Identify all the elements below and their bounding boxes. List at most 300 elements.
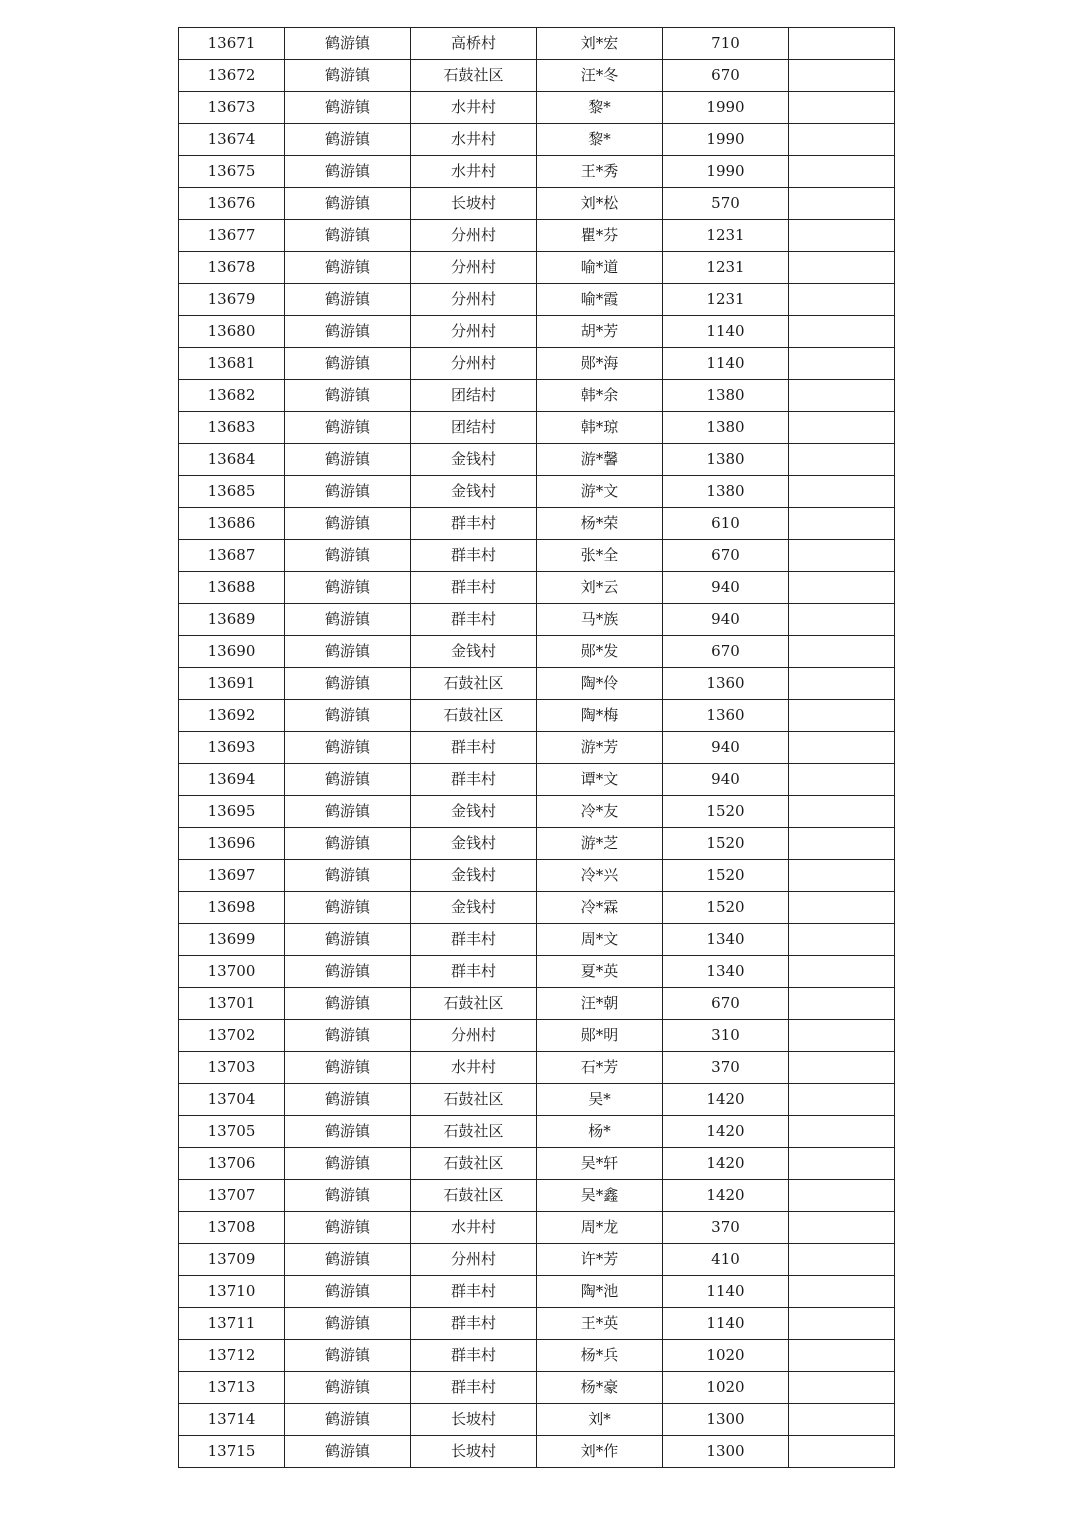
amount-cell: 1360 [663, 668, 789, 700]
remark-cell [789, 764, 895, 796]
person-name-cell: 冷*霖 [537, 892, 663, 924]
table-row [179, 156, 895, 188]
amount-cell: 610 [663, 508, 789, 540]
serial-number-cell: 13671 [179, 28, 285, 60]
village-cell: 水井村 [411, 92, 537, 124]
village-cell: 群丰村 [411, 764, 537, 796]
person-name-cell: 郧*发 [537, 636, 663, 668]
amount-cell: 1520 [663, 828, 789, 860]
person-name-cell: 杨* [537, 1116, 663, 1148]
town-cell: 鹤游镇 [285, 380, 411, 412]
serial-number-cell: 13681 [179, 348, 285, 380]
remark-cell [789, 60, 895, 92]
person-name-cell: 许*芳 [537, 1244, 663, 1276]
remark-cell [789, 796, 895, 828]
table-row [179, 892, 895, 924]
town-cell: 鹤游镇 [285, 540, 411, 572]
table-row [179, 732, 895, 764]
town-cell: 鹤游镇 [285, 348, 411, 380]
town-cell: 鹤游镇 [285, 732, 411, 764]
serial-number-cell: 13695 [179, 796, 285, 828]
remark-cell [789, 732, 895, 764]
person-name-cell: 吴*轩 [537, 1148, 663, 1180]
table-row [179, 764, 895, 796]
town-cell: 鹤游镇 [285, 1308, 411, 1340]
amount-cell: 1420 [663, 1116, 789, 1148]
town-cell: 鹤游镇 [285, 1372, 411, 1404]
table-row [179, 572, 895, 604]
remark-cell [789, 1020, 895, 1052]
serial-number-cell: 13704 [179, 1084, 285, 1116]
village-cell: 分州村 [411, 252, 537, 284]
remark-cell [789, 1116, 895, 1148]
town-cell: 鹤游镇 [285, 124, 411, 156]
serial-number-cell: 13680 [179, 316, 285, 348]
table-row [179, 508, 895, 540]
town-cell: 鹤游镇 [285, 572, 411, 604]
amount-cell: 1420 [663, 1084, 789, 1116]
town-cell: 鹤游镇 [285, 444, 411, 476]
table-row [179, 1436, 895, 1468]
person-name-cell: 韩*琼 [537, 412, 663, 444]
town-cell: 鹤游镇 [285, 860, 411, 892]
table-row [179, 60, 895, 92]
amount-cell: 1140 [663, 1276, 789, 1308]
town-cell: 鹤游镇 [285, 252, 411, 284]
town-cell: 鹤游镇 [285, 1020, 411, 1052]
amount-cell: 1140 [663, 316, 789, 348]
remark-cell [789, 1276, 895, 1308]
table-row [179, 284, 895, 316]
person-name-cell: 王*秀 [537, 156, 663, 188]
town-cell: 鹤游镇 [285, 1212, 411, 1244]
village-cell: 群丰村 [411, 1340, 537, 1372]
serial-number-cell: 13690 [179, 636, 285, 668]
person-name-cell: 韩*余 [537, 380, 663, 412]
remark-cell [789, 1084, 895, 1116]
person-name-cell: 胡*芳 [537, 316, 663, 348]
village-cell: 团结村 [411, 412, 537, 444]
town-cell: 鹤游镇 [285, 1276, 411, 1308]
serial-number-cell: 13688 [179, 572, 285, 604]
amount-cell: 1140 [663, 1308, 789, 1340]
person-name-cell: 游*芝 [537, 828, 663, 860]
village-cell: 金钱村 [411, 892, 537, 924]
amount-cell: 710 [663, 28, 789, 60]
serial-number-cell: 13696 [179, 828, 285, 860]
table-row [179, 796, 895, 828]
town-cell: 鹤游镇 [285, 700, 411, 732]
remark-cell [789, 412, 895, 444]
remark-cell [789, 540, 895, 572]
serial-number-cell: 13687 [179, 540, 285, 572]
village-cell: 群丰村 [411, 1372, 537, 1404]
amount-cell: 670 [663, 636, 789, 668]
remark-cell [789, 1372, 895, 1404]
town-cell: 鹤游镇 [285, 956, 411, 988]
town-cell: 鹤游镇 [285, 188, 411, 220]
serial-number-cell: 13709 [179, 1244, 285, 1276]
person-name-cell: 周*文 [537, 924, 663, 956]
village-cell: 金钱村 [411, 476, 537, 508]
amount-cell: 1020 [663, 1340, 789, 1372]
serial-number-cell: 13706 [179, 1148, 285, 1180]
remark-cell [789, 892, 895, 924]
serial-number-cell: 13711 [179, 1308, 285, 1340]
table-row [179, 1212, 895, 1244]
serial-number-cell: 13703 [179, 1052, 285, 1084]
remark-cell [789, 1212, 895, 1244]
amount-cell: 570 [663, 188, 789, 220]
town-cell: 鹤游镇 [285, 636, 411, 668]
village-cell: 石鼓社区 [411, 60, 537, 92]
town-cell: 鹤游镇 [285, 1180, 411, 1212]
document-page [178, 27, 894, 1468]
town-cell: 鹤游镇 [285, 284, 411, 316]
remark-cell [789, 220, 895, 252]
village-cell: 金钱村 [411, 796, 537, 828]
town-cell: 鹤游镇 [285, 412, 411, 444]
table-row [179, 860, 895, 892]
village-cell: 水井村 [411, 124, 537, 156]
person-name-cell: 马*族 [537, 604, 663, 636]
serial-number-cell: 13701 [179, 988, 285, 1020]
town-cell: 鹤游镇 [285, 1244, 411, 1276]
village-cell: 石鼓社区 [411, 1148, 537, 1180]
serial-number-cell: 13691 [179, 668, 285, 700]
table-row [179, 636, 895, 668]
remark-cell [789, 956, 895, 988]
village-cell: 群丰村 [411, 956, 537, 988]
person-name-cell: 郧*海 [537, 348, 663, 380]
remark-cell [789, 572, 895, 604]
town-cell: 鹤游镇 [285, 924, 411, 956]
serial-number-cell: 13675 [179, 156, 285, 188]
village-cell: 分州村 [411, 1244, 537, 1276]
town-cell: 鹤游镇 [285, 28, 411, 60]
person-name-cell: 冷*友 [537, 796, 663, 828]
table-row [179, 348, 895, 380]
person-name-cell: 陶*梅 [537, 700, 663, 732]
remark-cell [789, 380, 895, 412]
table-row [179, 252, 895, 284]
person-name-cell: 陶*伶 [537, 668, 663, 700]
table-row [179, 540, 895, 572]
serial-number-cell: 13689 [179, 604, 285, 636]
amount-cell: 410 [663, 1244, 789, 1276]
serial-number-cell: 13714 [179, 1404, 285, 1436]
town-cell: 鹤游镇 [285, 476, 411, 508]
table-row [179, 1116, 895, 1148]
person-name-cell: 夏*英 [537, 956, 663, 988]
amount-cell: 1520 [663, 892, 789, 924]
remark-cell [789, 252, 895, 284]
town-cell: 鹤游镇 [285, 1052, 411, 1084]
serial-number-cell: 13682 [179, 380, 285, 412]
table-row [179, 668, 895, 700]
person-name-cell: 刘*松 [537, 188, 663, 220]
table-row [179, 1084, 895, 1116]
person-name-cell: 喻*道 [537, 252, 663, 284]
village-cell: 金钱村 [411, 636, 537, 668]
remark-cell [789, 1340, 895, 1372]
serial-number-cell: 13673 [179, 92, 285, 124]
town-cell: 鹤游镇 [285, 604, 411, 636]
amount-cell: 670 [663, 540, 789, 572]
table-row [179, 700, 895, 732]
town-cell: 鹤游镇 [285, 156, 411, 188]
village-cell: 长坡村 [411, 1404, 537, 1436]
serial-number-cell: 13693 [179, 732, 285, 764]
remark-cell [789, 860, 895, 892]
village-cell: 长坡村 [411, 1436, 537, 1468]
table-row [179, 380, 895, 412]
serial-number-cell: 13683 [179, 412, 285, 444]
town-cell: 鹤游镇 [285, 1084, 411, 1116]
person-name-cell: 周*龙 [537, 1212, 663, 1244]
village-cell: 石鼓社区 [411, 700, 537, 732]
remark-cell [789, 1404, 895, 1436]
table-row [179, 1052, 895, 1084]
village-cell: 水井村 [411, 1212, 537, 1244]
subsidy-roster-table [178, 27, 895, 1468]
person-name-cell: 游*馨 [537, 444, 663, 476]
person-name-cell: 郧*明 [537, 1020, 663, 1052]
remark-cell [789, 476, 895, 508]
table-row [179, 220, 895, 252]
table-row [179, 1180, 895, 1212]
remark-cell [789, 700, 895, 732]
table-row [179, 92, 895, 124]
person-name-cell: 刘* [537, 1404, 663, 1436]
serial-number-cell: 13694 [179, 764, 285, 796]
amount-cell: 1140 [663, 348, 789, 380]
person-name-cell: 张*全 [537, 540, 663, 572]
remark-cell [789, 1244, 895, 1276]
table-row [179, 412, 895, 444]
amount-cell: 1300 [663, 1436, 789, 1468]
town-cell: 鹤游镇 [285, 892, 411, 924]
table-row [179, 1308, 895, 1340]
remark-cell [789, 924, 895, 956]
table-row [179, 1372, 895, 1404]
village-cell: 高桥村 [411, 28, 537, 60]
serial-number-cell: 13702 [179, 1020, 285, 1052]
person-name-cell: 喻*霞 [537, 284, 663, 316]
table-row [179, 316, 895, 348]
person-name-cell: 汪*朝 [537, 988, 663, 1020]
serial-number-cell: 13692 [179, 700, 285, 732]
amount-cell: 1340 [663, 956, 789, 988]
amount-cell: 1340 [663, 924, 789, 956]
town-cell: 鹤游镇 [285, 92, 411, 124]
amount-cell: 670 [663, 60, 789, 92]
person-name-cell: 汪*冬 [537, 60, 663, 92]
town-cell: 鹤游镇 [285, 1116, 411, 1148]
remark-cell [789, 348, 895, 380]
remark-cell [789, 316, 895, 348]
remark-cell [789, 1436, 895, 1468]
village-cell: 石鼓社区 [411, 1116, 537, 1148]
person-name-cell: 杨*荣 [537, 508, 663, 540]
amount-cell: 1360 [663, 700, 789, 732]
village-cell: 金钱村 [411, 444, 537, 476]
table-row [179, 476, 895, 508]
person-name-cell: 黎* [537, 124, 663, 156]
person-name-cell: 刘*作 [537, 1436, 663, 1468]
table-row [179, 124, 895, 156]
village-cell: 群丰村 [411, 508, 537, 540]
serial-number-cell: 13699 [179, 924, 285, 956]
serial-number-cell: 13712 [179, 1340, 285, 1372]
serial-number-cell: 13679 [179, 284, 285, 316]
table-body [179, 28, 895, 1468]
amount-cell: 1020 [663, 1372, 789, 1404]
remark-cell [789, 508, 895, 540]
amount-cell: 940 [663, 572, 789, 604]
town-cell: 鹤游镇 [285, 1404, 411, 1436]
village-cell: 长坡村 [411, 188, 537, 220]
table-row [179, 1276, 895, 1308]
table-row [179, 28, 895, 60]
amount-cell: 940 [663, 764, 789, 796]
village-cell: 分州村 [411, 1020, 537, 1052]
amount-cell: 1300 [663, 1404, 789, 1436]
serial-number-cell: 13700 [179, 956, 285, 988]
amount-cell: 1990 [663, 92, 789, 124]
person-name-cell: 游*文 [537, 476, 663, 508]
serial-number-cell: 13713 [179, 1372, 285, 1404]
amount-cell: 1231 [663, 252, 789, 284]
person-name-cell: 吴* [537, 1084, 663, 1116]
town-cell: 鹤游镇 [285, 668, 411, 700]
person-name-cell: 冷*兴 [537, 860, 663, 892]
town-cell: 鹤游镇 [285, 764, 411, 796]
serial-number-cell: 13677 [179, 220, 285, 252]
village-cell: 石鼓社区 [411, 988, 537, 1020]
person-name-cell: 陶*池 [537, 1276, 663, 1308]
serial-number-cell: 13676 [179, 188, 285, 220]
amount-cell: 1380 [663, 476, 789, 508]
remark-cell [789, 1052, 895, 1084]
table-row [179, 1340, 895, 1372]
village-cell: 分州村 [411, 220, 537, 252]
remark-cell [789, 188, 895, 220]
amount-cell: 1990 [663, 124, 789, 156]
town-cell: 鹤游镇 [285, 220, 411, 252]
serial-number-cell: 13710 [179, 1276, 285, 1308]
person-name-cell: 杨*豪 [537, 1372, 663, 1404]
table-row [179, 1020, 895, 1052]
village-cell: 石鼓社区 [411, 1084, 537, 1116]
person-name-cell: 瞿*芬 [537, 220, 663, 252]
remark-cell [789, 604, 895, 636]
person-name-cell: 刘*宏 [537, 28, 663, 60]
village-cell: 分州村 [411, 284, 537, 316]
amount-cell: 1990 [663, 156, 789, 188]
table-row [179, 924, 895, 956]
table-row [179, 828, 895, 860]
person-name-cell: 游*芳 [537, 732, 663, 764]
serial-number-cell: 13697 [179, 860, 285, 892]
amount-cell: 940 [663, 604, 789, 636]
serial-number-cell: 13708 [179, 1212, 285, 1244]
serial-number-cell: 13686 [179, 508, 285, 540]
village-cell: 群丰村 [411, 604, 537, 636]
town-cell: 鹤游镇 [285, 828, 411, 860]
village-cell: 群丰村 [411, 540, 537, 572]
amount-cell: 1380 [663, 444, 789, 476]
serial-number-cell: 13674 [179, 124, 285, 156]
village-cell: 分州村 [411, 348, 537, 380]
town-cell: 鹤游镇 [285, 1436, 411, 1468]
person-name-cell: 吴*鑫 [537, 1180, 663, 1212]
serial-number-cell: 13678 [179, 252, 285, 284]
amount-cell: 1380 [663, 412, 789, 444]
person-name-cell: 石*芳 [537, 1052, 663, 1084]
remark-cell [789, 988, 895, 1020]
amount-cell: 1520 [663, 796, 789, 828]
amount-cell: 1231 [663, 220, 789, 252]
person-name-cell: 杨*兵 [537, 1340, 663, 1372]
town-cell: 鹤游镇 [285, 1340, 411, 1372]
remark-cell [789, 668, 895, 700]
amount-cell: 1380 [663, 380, 789, 412]
village-cell: 水井村 [411, 1052, 537, 1084]
remark-cell [789, 156, 895, 188]
remark-cell [789, 1180, 895, 1212]
village-cell: 群丰村 [411, 1276, 537, 1308]
village-cell: 群丰村 [411, 732, 537, 764]
table-row [179, 956, 895, 988]
village-cell: 石鼓社区 [411, 1180, 537, 1212]
person-name-cell: 刘*云 [537, 572, 663, 604]
remark-cell [789, 636, 895, 668]
amount-cell: 670 [663, 988, 789, 1020]
table-row [179, 188, 895, 220]
table-row [179, 444, 895, 476]
village-cell: 群丰村 [411, 924, 537, 956]
village-cell: 团结村 [411, 380, 537, 412]
amount-cell: 1420 [663, 1148, 789, 1180]
village-cell: 群丰村 [411, 1308, 537, 1340]
town-cell: 鹤游镇 [285, 316, 411, 348]
serial-number-cell: 13705 [179, 1116, 285, 1148]
remark-cell [789, 28, 895, 60]
amount-cell: 370 [663, 1052, 789, 1084]
remark-cell [789, 124, 895, 156]
remark-cell [789, 1308, 895, 1340]
remark-cell [789, 828, 895, 860]
town-cell: 鹤游镇 [285, 60, 411, 92]
remark-cell [789, 284, 895, 316]
town-cell: 鹤游镇 [285, 508, 411, 540]
amount-cell: 1520 [663, 860, 789, 892]
amount-cell: 940 [663, 732, 789, 764]
amount-cell: 1231 [663, 284, 789, 316]
person-name-cell: 谭*文 [537, 764, 663, 796]
village-cell: 金钱村 [411, 828, 537, 860]
person-name-cell: 王*英 [537, 1308, 663, 1340]
amount-cell: 310 [663, 1020, 789, 1052]
serial-number-cell: 13685 [179, 476, 285, 508]
town-cell: 鹤游镇 [285, 796, 411, 828]
serial-number-cell: 13672 [179, 60, 285, 92]
serial-number-cell: 13707 [179, 1180, 285, 1212]
remark-cell [789, 444, 895, 476]
village-cell: 金钱村 [411, 860, 537, 892]
town-cell: 鹤游镇 [285, 988, 411, 1020]
